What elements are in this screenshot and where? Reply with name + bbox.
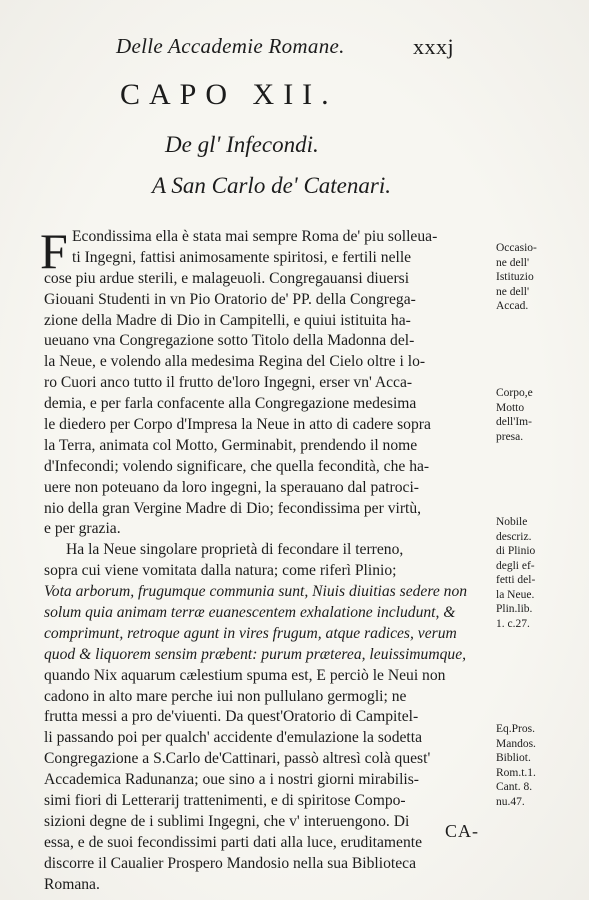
margin-note-line: Eq.Pros. <box>496 723 535 735</box>
margin-note-line: Plin.lib. <box>496 603 533 615</box>
text-line-quote: quod & liquorem sensim præbent: purum præterea, leuissimumque, <box>44 645 467 663</box>
text-line: zione della Madre di Dio in Campitelli, e quiui istituita ha- <box>44 311 411 329</box>
text-line: ti Ingegni, fattisi animosamente spiritosi, e fertili nelle <box>72 248 412 266</box>
text-line: essa, e de suoi fecondissimi parti dati alla luce, eruditamente <box>44 833 423 851</box>
margin-note-line: presa. <box>496 430 524 443</box>
page-number: xxxj <box>413 34 455 59</box>
text-line: cose piu ardue sterili, e malageuoli. Congregauansi diuersi <box>44 269 410 287</box>
margin-note-line: la Neue. <box>496 588 535 601</box>
section-subheading: A San Carlo de' Catenari. <box>152 173 391 198</box>
text-line: nio della gran Vergine Madre di Dio; fecondissima per virtù, <box>44 499 422 517</box>
text-line: sizioni degne de i sublimi Ingegni, che v' interuengono. Di <box>44 812 410 830</box>
margin-note-line: di Plinio <box>496 545 536 557</box>
text-line: la Neue, e volendo alla medesima Regina del Cielo oltre i lo- <box>44 353 426 371</box>
text-line-quote: solum quia animam terræ euanescentem exhalatione includunt, & <box>44 604 456 622</box>
margin-note-line: Accad. <box>496 300 529 312</box>
running-head <box>110 34 490 64</box>
catchword: CA- <box>445 821 479 841</box>
margin-note-line: degli ef- <box>496 559 535 572</box>
text-line: la Terra, animata col Motto, Germinabit, prendendo il nome <box>44 436 418 454</box>
margin-note-line: nu.47. <box>496 795 525 808</box>
text-line: le diedero per Corpo d'Impresa la Neue in atto di cadere sopra <box>44 416 431 434</box>
chapter-title: CAPO XII. <box>120 78 338 111</box>
text-line: quando Nix aquarum cælestium spuma est, E perciò le Neui non <box>44 666 446 684</box>
text-line: e per grazia. <box>44 520 121 538</box>
text-line: Ha la Neue singolare proprietà di fecondare il terreno, <box>66 541 404 559</box>
text-line: d'Infecondi; volendo significare, che quella fecondità, che ha- <box>44 457 430 475</box>
margin-note-line: 1. c.27. <box>496 617 530 630</box>
running-title: Delle Accademie Romane. <box>116 34 345 58</box>
margin-note-line: fetti del- <box>496 574 536 586</box>
text-line: ro Cuori anco tutto il frutto de'loro Ingegni, erser vn' Acca- <box>44 374 413 392</box>
margin-note-line: Rom.t.1. <box>496 766 536 779</box>
margin-note-line: ne dell' <box>496 285 530 298</box>
drop-cap: F <box>40 223 68 279</box>
margin-note-line: Nobile <box>496 516 528 528</box>
margin-note-line: Istituzio <box>496 271 534 283</box>
margin-note-occasion <box>496 241 586 314</box>
margin-note-mandosio <box>496 722 586 809</box>
text-line: frutta messi a pro de'viuenti. Da quest'Oratorio di Campitel- <box>44 708 419 726</box>
margin-note-line: descriz. <box>496 530 532 543</box>
margin-note-device <box>496 386 586 444</box>
text-line: cadono in alto mare perche iui non pullulano germogli; ne <box>44 687 407 705</box>
margin-note-line: Motto <box>496 401 525 414</box>
text-line-quote: Vota arborum, frugumque communia sunt, Niuis diuitias sedere non <box>44 583 468 601</box>
text-line: Giouani Studenti in vn Pio Oratorio de' PP. della Congrega- <box>44 290 416 308</box>
margin-note-line: dell'Im- <box>496 416 532 428</box>
text-line: Econdissima ella è stata mai sempre Roma de' piu solleua- <box>72 228 438 245</box>
section-heading: De gl' Infecondi. <box>165 132 319 157</box>
margin-note-line: Corpo,e <box>496 387 533 399</box>
text-line: ueuano vna Congregazione sotto Titolo della Madonna del- <box>44 332 415 350</box>
body-text <box>44 227 488 896</box>
margin-note-line: Cant. 8. <box>496 781 533 793</box>
margin-note-line: Bibliot. <box>496 752 531 764</box>
text-line: li passando poi per qualch' accidente d'emulazione la sodetta <box>44 729 422 747</box>
text-line: Romana. <box>44 875 100 893</box>
text-line: Accademica Radunanza; oue sino a i nostri giorni mirabilis- <box>44 771 420 789</box>
text-line: demia, e per farla confacente alla Congregazione medesima <box>44 395 417 413</box>
text-line: Congregazione a S.Carlo de'Cattinari, passò altresì colà quest' <box>44 750 431 768</box>
text-line: simi fiori di Letterarij trattenimenti, e di spiritose Compo- <box>44 792 406 810</box>
margin-note-line: Mandos. <box>496 737 536 750</box>
text-line: discorre il Caualier Prospero Mandosio nella sua Biblioteca <box>44 854 416 872</box>
margin-note-line: ne dell' <box>496 256 530 269</box>
margin-note-pliny <box>496 515 586 631</box>
margin-note-line: Occasio- <box>496 242 537 254</box>
text-line-quote: comprimunt, retroque agunt in vires frugum, atque radices, verum <box>44 624 457 642</box>
text-line: sopra cui viene vomitata dalla natura; come riferì Plinio; <box>44 562 397 580</box>
text-line: uere non poteuano da loro ingegni, la sperauano dal patroci- <box>44 478 419 496</box>
